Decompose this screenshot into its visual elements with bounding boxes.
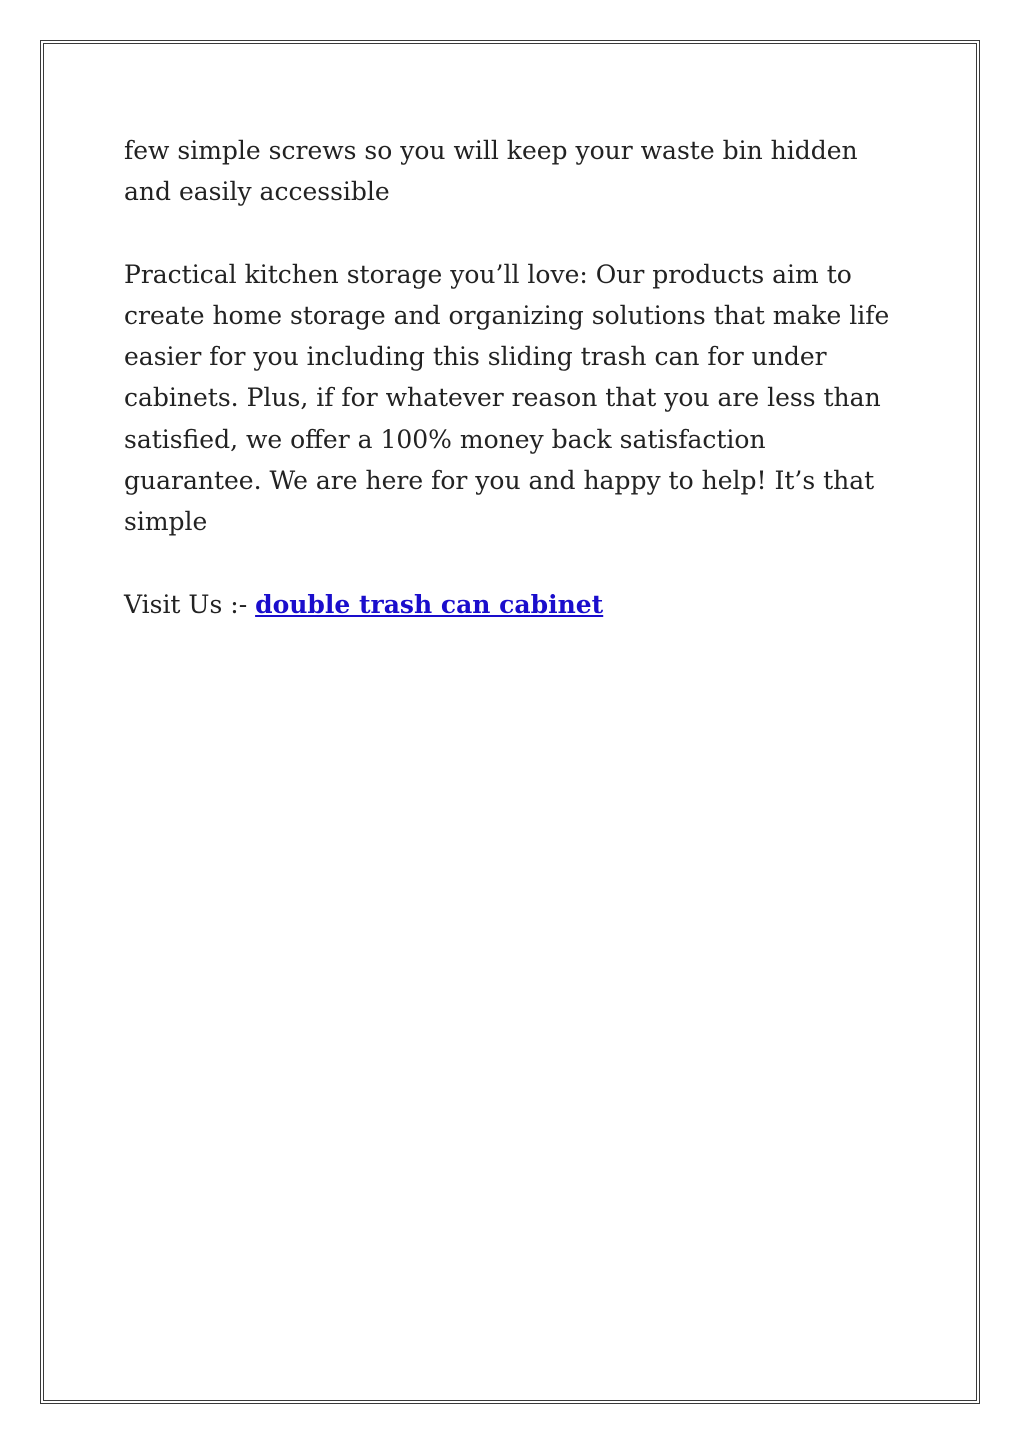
visit-link[interactable]: double trash can cabinet	[255, 589, 604, 619]
document-body	[124, 130, 904, 666]
paragraph-storage: Practical kitchen storage you’ll love: Our products aim to create home storage and organizing solutions that make life easier for you including this sliding trash can for under cabinets. Plus, if for whatever reason that you are less than satisfied, we offer a 100% money back satisfaction guarantee. We are here for you and happy to help! It’s that simple	[124, 259, 890, 537]
paragraph-intro: few simple screws so you will keep your waste bin hidden and easily accessible	[124, 136, 858, 207]
visit-label: Visit Us :-	[124, 589, 256, 619]
visit-line	[124, 584, 904, 625]
